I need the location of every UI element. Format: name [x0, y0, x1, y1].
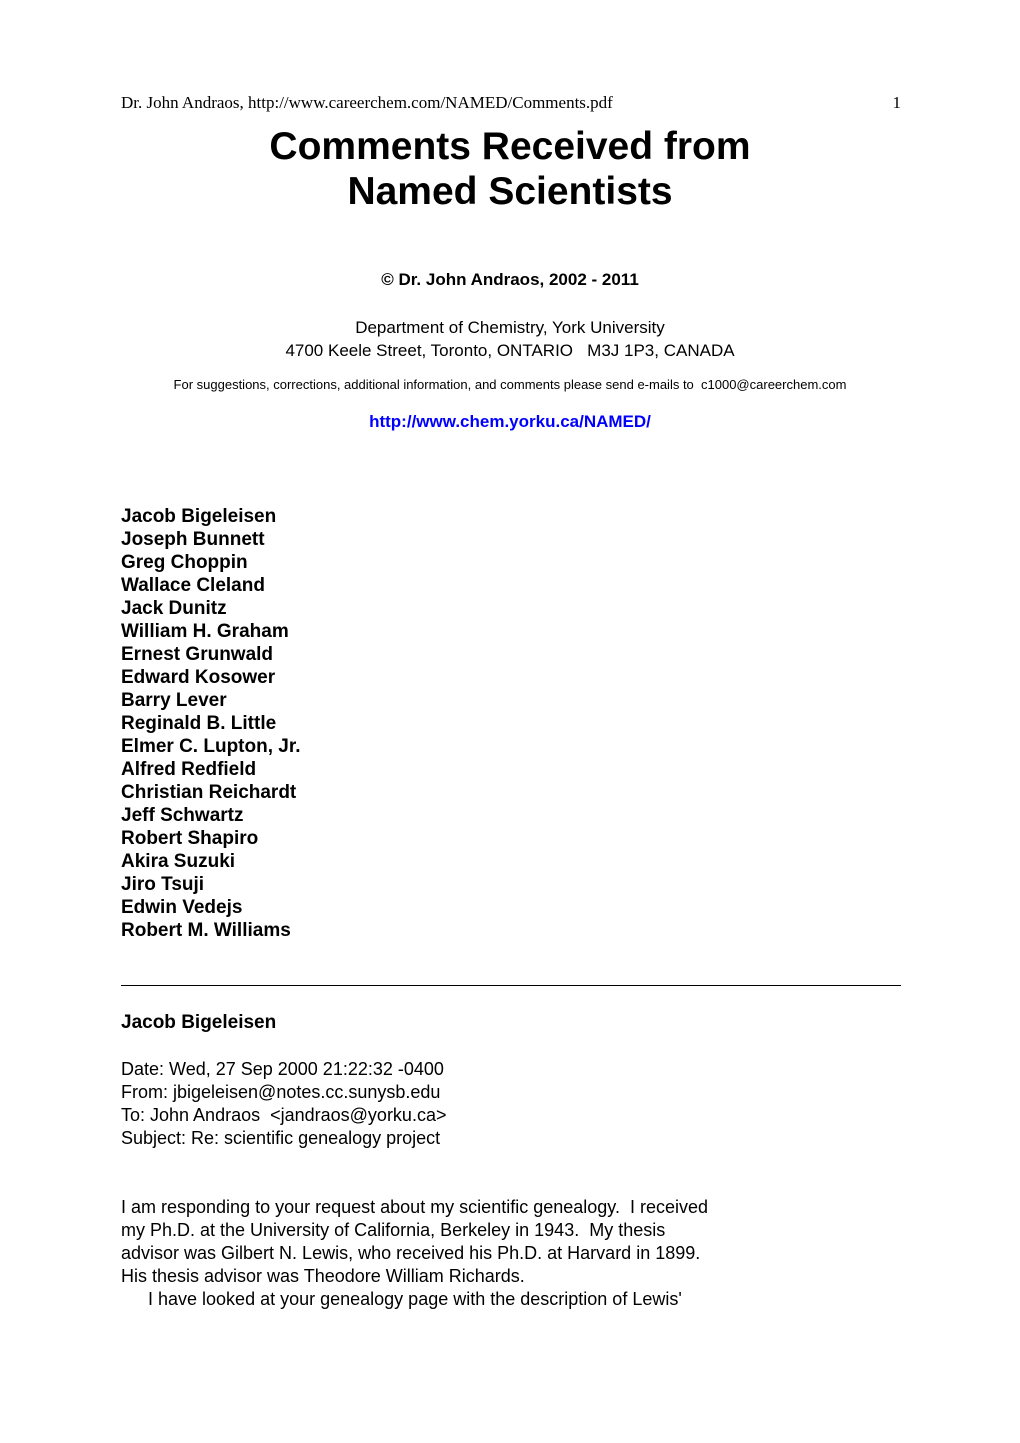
suggestions-note: For suggestions, corrections, additional information, and comments please send e-mails to c1000@careerchem.com	[173, 377, 847, 392]
email-header	[121, 1058, 446, 1150]
scientist-list-item: Robert M. Williams	[121, 920, 291, 941]
copyright-line: © Dr. John Andraos, 2002 - 2011	[381, 270, 639, 289]
email-subject: Subject: Re: scientific genealogy project	[121, 1128, 441, 1148]
scientist-list-item: Christian Reichardt	[121, 782, 297, 803]
section-divider	[121, 985, 901, 986]
page-number: 1	[892, 93, 901, 112]
scientist-list-item: Jacob Bigeleisen	[121, 506, 277, 527]
scientist-list-item: Barry Lever	[121, 690, 227, 711]
address-line-1: Department of Chemistry, York University	[355, 318, 665, 337]
scientist-list-item: Ernest Grunwald	[121, 644, 274, 665]
body-line: I am responding to your request about my scientific genealogy. I received	[121, 1197, 708, 1217]
scientist-list-item: Jack Dunitz	[121, 598, 227, 619]
scientist-list-item: Reginald B. Little	[121, 713, 277, 734]
scientist-list-item: Wallace Cleland	[121, 575, 265, 596]
header-citation: Dr. John Andraos, http://www.careerchem.com/NAMED/Comments.pdf	[121, 93, 613, 112]
scientist-list-item: Greg Choppin	[121, 552, 248, 573]
scientist-list-item: William H. Graham	[121, 621, 289, 642]
section-heading: Jacob Bigeleisen	[121, 1012, 277, 1033]
scientist-list-item: Elmer C. Lupton, Jr.	[121, 736, 301, 757]
scientist-list-item: Edward Kosower	[121, 667, 276, 688]
scientist-list-item: Robert Shapiro	[121, 828, 259, 849]
scientist-list-item: Edwin Vedejs	[121, 897, 243, 918]
address-block	[0, 316, 1020, 362]
scientist-list-item: Jiro Tsuji	[121, 874, 205, 895]
scientist-list-item: Akira Suzuki	[121, 851, 236, 872]
page-title	[0, 124, 1020, 214]
address-line-2: 4700 Keele Street, Toronto, ONTARIO M3J 1P3, CANADA	[285, 341, 735, 360]
email-from: From: jbigeleisen@notes.cc.sunysb.edu	[121, 1082, 441, 1102]
body-line: advisor was Gilbert N. Lewis, who received his Ph.D. at Harvard in 1899.	[121, 1243, 701, 1263]
website-link[interactable]: http://www.chem.yorku.ca/NAMED/	[369, 412, 651, 431]
scientist-list	[121, 505, 300, 942]
body-line: His thesis advisor was Theodore William Richards.	[121, 1266, 525, 1286]
title-line-2: Named Scientists	[347, 170, 673, 213]
body-line: my Ph.D. at the University of California, Berkeley in 1943. My thesis	[121, 1220, 666, 1240]
running-header	[121, 93, 901, 113]
email-date: Date: Wed, 27 Sep 2000 21:22:32 -0400	[121, 1059, 444, 1079]
email-to: To: John Andraos <jandraos@yorku.ca>	[121, 1105, 447, 1125]
body-line: I have looked at your genealogy page with the description of Lewis'	[148, 1289, 682, 1309]
scientist-list-item: Jeff Schwartz	[121, 805, 244, 826]
scientist-list-item: Joseph Bunnett	[121, 529, 265, 550]
scientist-list-item: Alfred Redfield	[121, 759, 257, 780]
email-body	[121, 1196, 821, 1311]
title-line-1: Comments Received from	[269, 125, 751, 168]
